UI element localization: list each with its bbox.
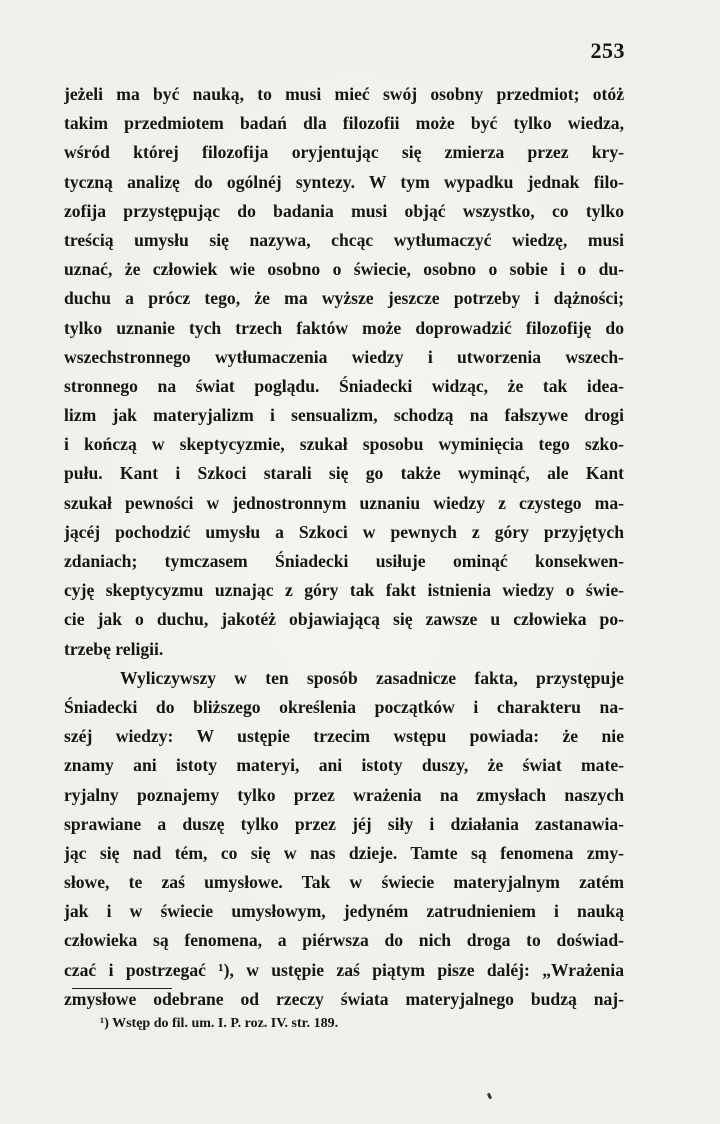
text-line: szukał pewności w jednostronnym uznaniu wiedzy z czystego ma- <box>64 492 624 513</box>
text-line: i kończą w skeptycyzmie, szukał sposobu wyminięcia tego szko- <box>64 434 624 455</box>
text-line: Śniadecki do bliższego określenia początków i charakteru na- <box>64 696 624 717</box>
paragraph-end-line: trzebę religii. <box>64 638 164 659</box>
body-text <box>64 80 624 1014</box>
text-line: treścią umysłu się nazywa, chcąc wytłumaczyć wiedzę, musi <box>64 229 624 250</box>
text-line: słowe, te zaś umysłowe. Tak w świecie materyjalnym zatém <box>64 872 624 893</box>
print-speck <box>487 1093 492 1100</box>
text-line: duchu a prócz tego, że ma wyższe jeszcze potrzeby i dążności; <box>64 288 624 309</box>
text-line: jeżeli ma być nauką, to musi mieć swój osobny przedmiot; otóż <box>64 84 624 104</box>
text-line: cyję skeptycyzmu uznając z góry tak fakt istnienia wiedzy o świe- <box>64 580 624 601</box>
paragraph-start-line: Wyliczywszy w ten sposób zasadnicze fakta, przystępuje <box>120 667 624 688</box>
text-line: zmysłowe odebrane od rzeczy świata materyjalnego budzą naj- <box>64 988 624 1009</box>
text-line: pułu. Kant i Szkoci starali się go także wyminąć, ale Kant <box>64 463 624 484</box>
text-line: jąc się nad tém, co się w nas dzieje. Tamte są fenomena zmy- <box>64 842 624 863</box>
text-line: człowieka są fenomena, a piérwsza do nich droga to doświad- <box>64 930 624 951</box>
text-line: cie jak o duchu, jakotéż objawiającą się zawsze u człowieka po- <box>64 609 624 630</box>
text-line: wszechstronnego wytłumaczenia wiedzy i utworzenia wszech- <box>64 346 624 367</box>
text-line: stronnego na świat poglądu. Śniadecki widząc, że tak idea- <box>64 375 624 396</box>
text-line: ryjalny poznajemy tylko przez wrażenia na zmysłach naszych <box>64 784 624 805</box>
text-line: széj wiedzy: W ustępie trzecim wstępu powiada: że nie <box>64 726 624 747</box>
text-line: znamy ani istoty materyi, ani istoty duszy, że świat mate- <box>64 755 624 776</box>
text-line: jak i w świecie umysłowym, jedyném zatrudnieniem i nauką <box>64 901 624 922</box>
page-number: 253 <box>590 38 625 63</box>
text-line: jącéj pochodzić umysłu a Szkoci w pewnych z góry przyjętych <box>64 521 624 542</box>
text-line: tylko uznanie tych trzech faktów może doprowadzić filozofiję do <box>64 317 624 338</box>
footnote: ¹) Wstęp do fil. um. I. P. roz. IV. str. 189. <box>100 1016 339 1031</box>
text-line: zofija przystępując do badania musi objąć wszystko, co tylko <box>64 200 624 221</box>
text-line: zdaniach; tymczasem Śniadecki usiłuje ominąć konsekwen- <box>64 551 624 571</box>
text-line: czać i postrzegać ¹), w ustępie zaś piątym pisze daléj: „Wrażenia <box>64 959 624 980</box>
text-line: lizm jak materyjalizm i sensualizm, schodzą na fałszywe drogi <box>64 405 624 426</box>
text-line: uznać, że człowiek wie osobno o świecie, osobno o sobie i o du- <box>64 259 624 280</box>
text-line: tyczną analizę do ogólnéj syntezy. W tym wypadku jednak filo- <box>64 171 624 192</box>
text-line: sprawiane a duszę tylko przez jéj siły i działania zastanawia- <box>64 813 624 834</box>
text-line: wśród której filozofija oryjentując się zmierza przez kry- <box>64 142 624 163</box>
text-line: takim przedmiotem badań dla filozofii może być tylko wiedza, <box>64 113 624 134</box>
footnote-divider <box>72 988 172 989</box>
